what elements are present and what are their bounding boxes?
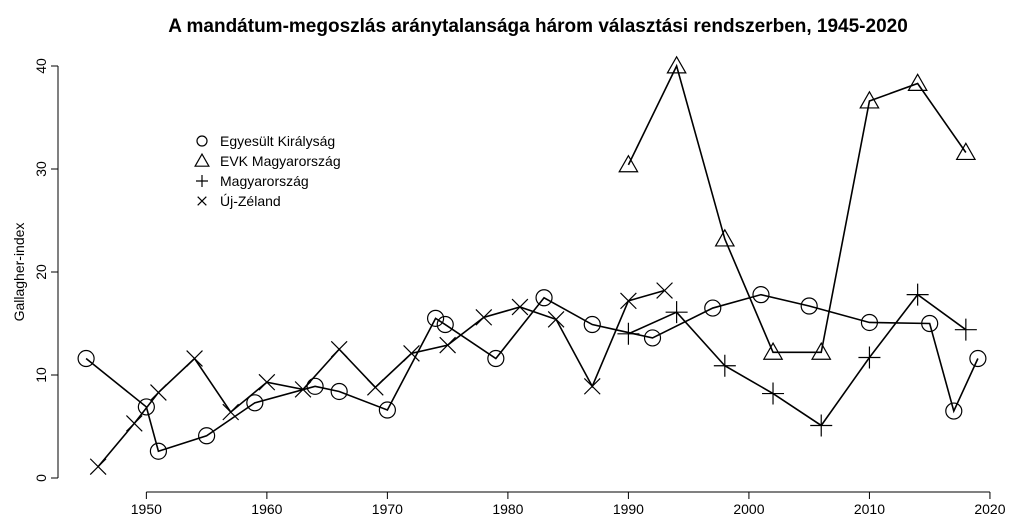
data-point (295, 382, 311, 398)
data-point (440, 337, 456, 353)
legend-marker (196, 175, 208, 187)
legend-marker (198, 197, 207, 206)
legend-marker (197, 136, 207, 146)
series-circle (78, 287, 986, 460)
axes (33, 58, 1006, 517)
data-point (955, 319, 977, 341)
data-point (858, 346, 880, 368)
data-point (367, 379, 383, 395)
legend-label: Magyarország (220, 173, 309, 189)
legend-label: Új-Zéland (220, 193, 281, 209)
series-line (86, 295, 978, 452)
data-point (259, 374, 275, 390)
data-point (223, 404, 239, 420)
data-point (90, 459, 106, 475)
data-point (810, 414, 832, 436)
data-point (126, 415, 142, 431)
data-point (617, 323, 639, 345)
series-plus (617, 284, 976, 437)
data-point (908, 74, 926, 90)
x-tick-label: 1990 (612, 501, 644, 517)
legend-label: EVK Magyarország (220, 153, 341, 169)
data-point (860, 92, 878, 108)
y-axis-label: Gallagher-index (11, 222, 27, 322)
legend-marker (195, 154, 209, 166)
x-tick-label: 1960 (251, 501, 283, 517)
legend-label: Egyesült Királyság (220, 133, 336, 149)
y-tick-label: 10 (33, 367, 49, 383)
x-tick-label: 1970 (371, 501, 403, 517)
y-tick-label: 30 (33, 161, 49, 177)
x-tick-label: 2020 (974, 501, 1006, 517)
series-line (628, 66, 965, 352)
x-tick-label: 1980 (492, 501, 524, 517)
data-point (150, 385, 166, 401)
data-point (331, 341, 347, 357)
data-point (512, 299, 528, 315)
x-tick-label: 1950 (130, 501, 162, 517)
y-tick-label: 20 (33, 264, 49, 280)
legend (195, 133, 341, 209)
data-point (620, 293, 636, 309)
data-point (548, 311, 564, 327)
data-point (907, 284, 929, 306)
y-tick-label: 0 (33, 474, 49, 482)
series-line (628, 295, 965, 426)
x-tick-label: 2000 (733, 501, 765, 517)
plot-area (78, 57, 986, 475)
chart-title: A mandátum-megoszlás aránytalansága három választási rendszerben, 1945-2020 (168, 16, 908, 37)
y-tick-label: 40 (33, 58, 49, 74)
x-tick-label: 2010 (853, 501, 886, 517)
data-point (476, 309, 492, 325)
data-point (584, 378, 600, 394)
data-point (657, 283, 673, 299)
data-point (187, 351, 203, 367)
data-point (762, 383, 784, 405)
